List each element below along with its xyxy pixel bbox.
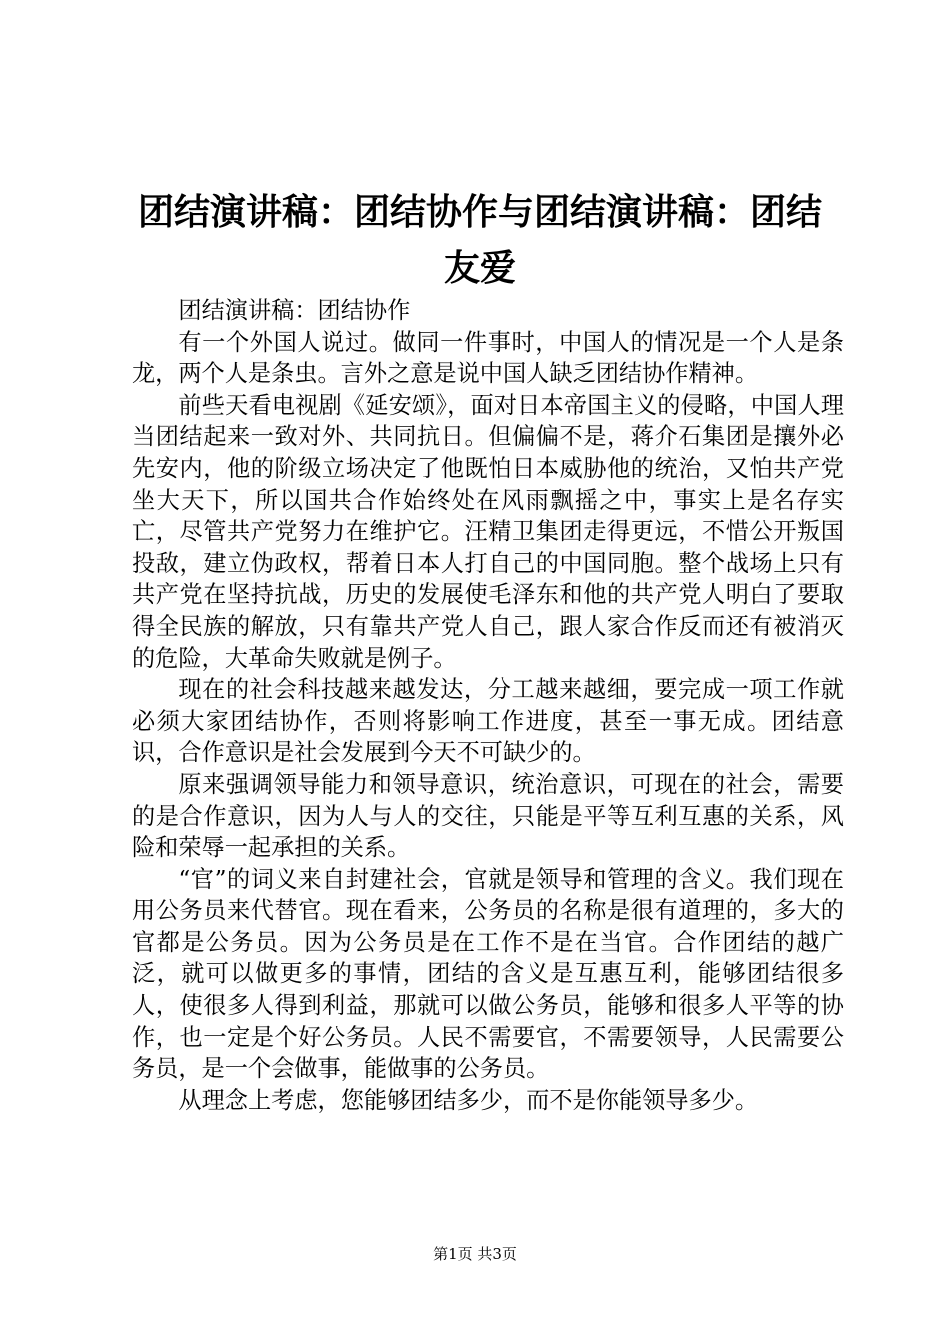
- paragraph-subtitle: 团结演讲稿：团结协作: [178, 297, 411, 324]
- page-number-footer: 第1页 共3页: [433, 1245, 517, 1263]
- paragraph: 原来强调领导能力和领导意识，统治意识，可现在的社会，需要的是合作意识，因为人与人的交往，只能是平等互利互惠的关系，风险和荣辱一起承担的关系。: [132, 770, 844, 862]
- paragraph: 现在的社会科技越来越发达，分工越来越细，要完成一项工作就必须大家团结协作，否则将影响工作进度，甚至一事无成。团结意识，合作意识是社会发展到今天不可缺少的。: [132, 676, 844, 767]
- paragraph: 有一个外国人说过。做同一件事时，中国人的情况是一个人是条龙，两个人是条虫。言外之意是说中国人缺乏团结协作精神。: [132, 328, 844, 388]
- document-body: [132, 295, 844, 1116]
- document-title: 团结演讲稿：团结协作与团结演讲稿：团结友爱: [137, 191, 822, 289]
- paragraph: 前些天看电视剧《延安颂》，面对日本帝国主义的侵略，中国人理当团结起来一致对外、共同抗日。但偏偏不是，蒋介石集团是攘外必先安内，他的阶级立场决定了他既怕日本威胁他的统治，又怕共产党坐大天下，所以国共合作始终处在风雨飘摇之中，事实上是名存实亡，尽管共产党努力在维护它。汪精卫集团走得更远，不惜公开叛国投敌，建立伪政权，帮着日本人打自己的中国同胞。整个战场上只有共产党在坚持抗战，历史的发展使毛泽东和他的共产党人明白了要取得全民族的解放，只有靠共产党人自己，跟人家合作反而还有被消灭的危险，大革命失败就是例子。: [132, 391, 844, 672]
- paragraph: “官”的词义来自封建社会，官就是领导和管理的含义。我们现在用公务员来代替官。现在看来，公务员的名称是很有道理的，多大的官都是公务员。因为公务员是在工作不是在当官。合作团结的越广泛，就可以做更多的事情，团结的含义是互惠互利，能够团结很多人，使很多人得到利益，那就可以做公务员，能够和很多人平等的协作，也一定是个好公务员。人民不需要官，不需要领导，人民需要公务员，是一个会做事，能做事的公务员。: [132, 865, 844, 1083]
- paragraph: 从理念上考虑，您能够团结多少，而不是你能领导多少。: [178, 1086, 759, 1114]
